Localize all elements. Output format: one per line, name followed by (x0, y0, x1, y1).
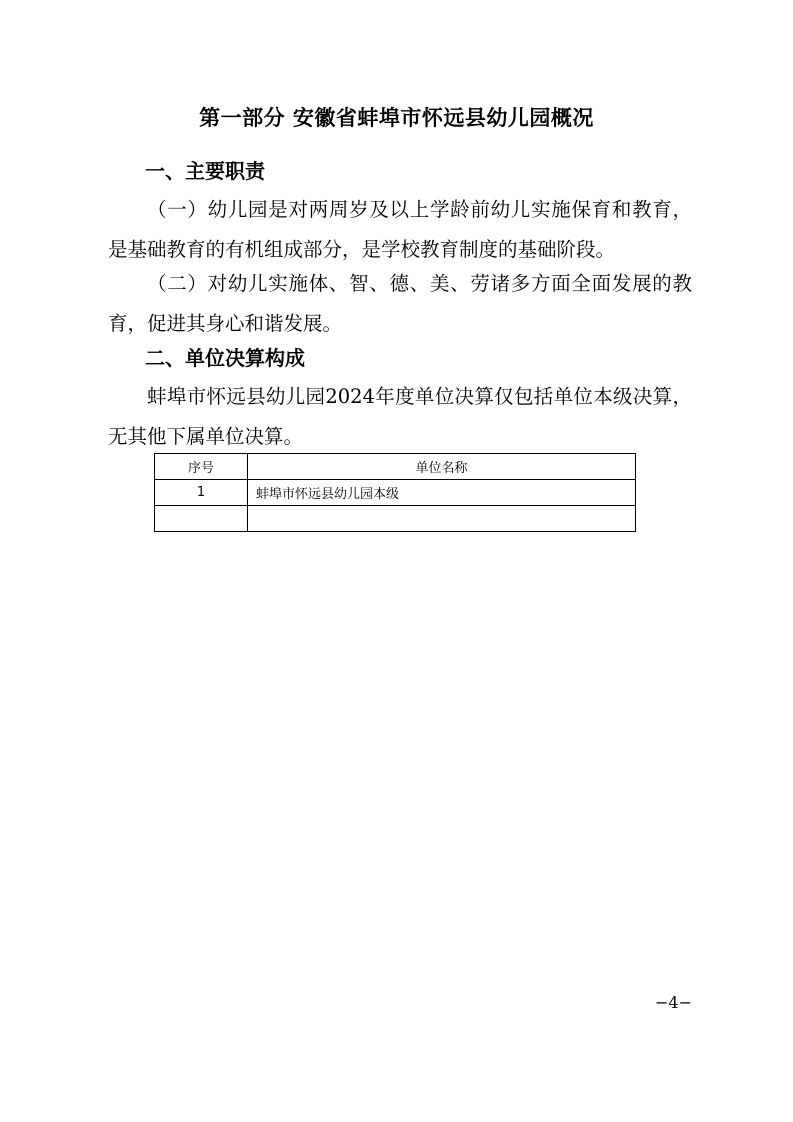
table-row (155, 506, 636, 532)
table-header-unit-name: 单位名称 (248, 454, 636, 480)
table-cell-no (155, 506, 248, 532)
table-row (155, 480, 636, 506)
table-cell-unit-name (248, 506, 636, 532)
paragraph-duty-1: （一）幼儿园是对两周岁及以上学龄前幼儿实施保育和教育，是基础教育的有机组成部分，是学校教育制度的基础阶段。 (108, 198, 692, 261)
paragraph-composition: 蚌埠市怀远县幼儿园2024年度单位决算仅包括单位本级决算，无其他下属单位决算。 (108, 385, 692, 448)
table-cell-no: 1 (155, 480, 248, 506)
unit-table (154, 453, 636, 532)
table-header-row (155, 454, 636, 480)
table-cell-unit-name: 蚌埠市怀远县幼儿园本级 (248, 480, 636, 506)
table-header-no: 序号 (155, 454, 248, 480)
section-heading-duties: 一、主要职责 (145, 159, 265, 183)
page-title: 第一部分 安徽省蚌埠市怀远县幼儿园概况 (199, 106, 594, 130)
paragraph-duty-2: （二）对幼儿实施体、智、德、美、劳诸多方面全面发展的教育，促进其身心和谐发展。 (108, 272, 692, 335)
page-number: −4− (655, 993, 692, 1012)
section-heading-composition: 二、单位决算构成 (145, 346, 305, 370)
